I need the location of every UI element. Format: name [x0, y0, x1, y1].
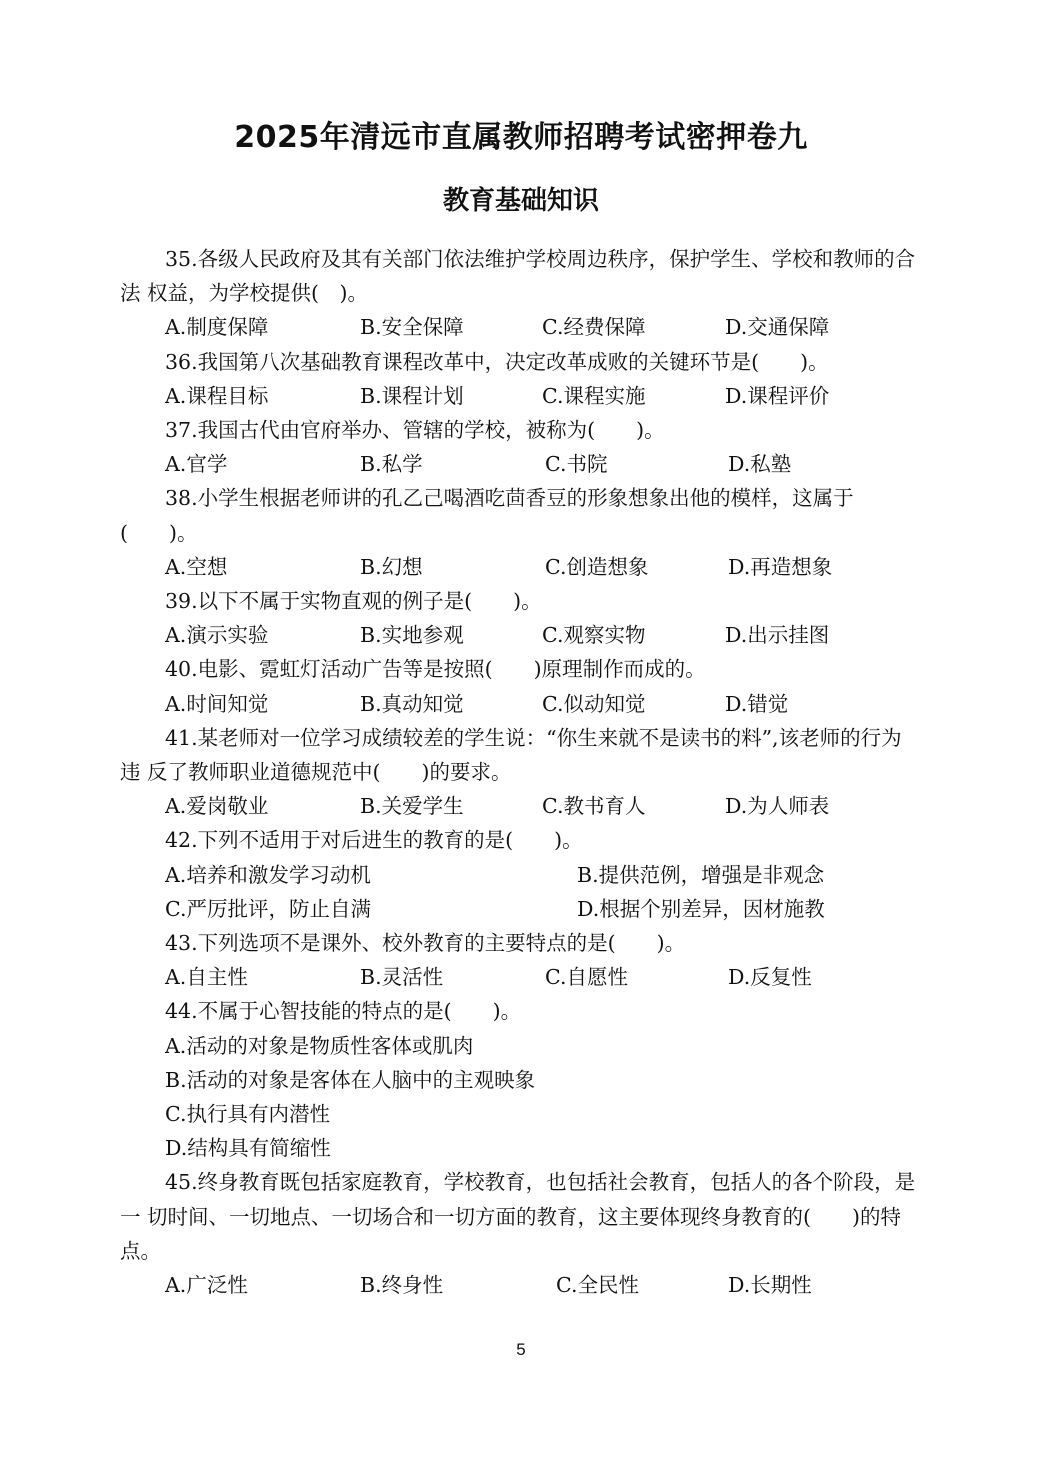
option-a: A.课程目标 [165, 383, 269, 408]
option-c: C.执行具有内潜性 [165, 1101, 330, 1126]
option-d: D.交通保障 [725, 315, 830, 340]
option-c: C.观察实物 [542, 623, 646, 648]
option-b: B.提供范例，增强是非观念 [577, 862, 825, 887]
option-b: B.课程计划 [360, 383, 464, 408]
option-b: B.私学 [360, 452, 423, 477]
option-b: B.活动的对象是客体在人脑中的主观映象 [165, 1067, 536, 1092]
option-c: C.自愿性 [545, 965, 628, 990]
option-c: C.课程实施 [542, 383, 646, 408]
option-b: B.实地参观 [360, 623, 464, 648]
question-39-stem: 39.以下不属于实物直观的例子是( )。 [165, 588, 542, 613]
option-d: D.根据个别差异，因材施教 [577, 896, 825, 921]
option-d: D.私塾 [728, 452, 792, 477]
option-d: D.错觉 [725, 691, 789, 716]
option-c: C.教书育人 [542, 794, 646, 819]
option-d: D.长期性 [728, 1272, 812, 1297]
option-a: A.演示实验 [165, 623, 269, 648]
question-41-options [120, 789, 920, 823]
question-42-stem: 42.下列不适用于对后进生的教育的是( )。 [165, 828, 583, 853]
option-b: B.灵活性 [360, 965, 444, 990]
question-40-stem: 40.电影、霓虹灯活动广告等是按照( )原理制作而成的。 [165, 657, 706, 682]
option-a: A.培养和激发学习动机 [165, 862, 371, 887]
option-d: D.出示挂图 [725, 623, 830, 648]
page-title: 2025年清远市直属教师招聘考试密押卷九 [234, 120, 808, 155]
question-45-options [120, 1268, 920, 1302]
option-b: B.关爱学生 [360, 794, 464, 819]
option-a: A.空想 [165, 554, 228, 579]
option-b: B.真动知觉 [360, 691, 464, 716]
question-43-options [120, 960, 920, 994]
option-a: A.时间知觉 [165, 691, 269, 716]
question-42-options-row2 [120, 892, 920, 926]
option-a: A.活动的对象是物质性客体或肌肉 [165, 1033, 474, 1058]
option-c: C.经费保障 [542, 315, 646, 340]
option-a: A.爱岗敬业 [165, 794, 269, 819]
question-45-stem: 45.终身教育既包括家庭教育，学校教育，也包括社会教育，包括人的各个阶段，是一 切时间、一切地点、一切场合和一切方面的教育，这主要体现终身教育的( )的特点。 [120, 1170, 916, 1263]
question-39-options [120, 618, 920, 652]
question-36-options [120, 379, 920, 413]
option-d: D.课程评价 [725, 383, 830, 408]
option-a: A.官学 [165, 452, 228, 477]
question-41-stem: 41.某老师对一位学习成绩较差的学生说：“你生来就不是读书的料”,该老师的行为违 反了教师职业道德规范中( )的要求。 [120, 725, 902, 784]
question-36-stem: 36.我国第八次基础教育课程改革中，决定改革成败的关键环节是( )。 [165, 349, 829, 374]
question-35-stem: 35.各级人民政府及其有关部门依法维护学校周边秩序，保护学生、学校和教师的合法 权益，为学校提供( )。 [120, 247, 916, 306]
question-list [120, 242, 920, 1302]
option-c: C.书院 [545, 452, 608, 477]
section-title: 教育基础知识 [442, 186, 599, 216]
option-d: D.为人师表 [725, 794, 830, 819]
option-b: B.终身性 [360, 1272, 444, 1297]
question-38-options [120, 550, 920, 584]
question-37-options [120, 447, 920, 481]
option-c: C.创造想象 [545, 554, 649, 579]
option-c: C.似动知觉 [542, 691, 646, 716]
question-40-options [120, 687, 920, 721]
option-a: A.制度保障 [165, 315, 269, 340]
option-c: C.严厉批评，防止自满 [165, 896, 371, 921]
question-43-stem: 43.下列选项不是课外、校外教育的主要特点的是( )。 [165, 930, 686, 955]
option-b: B.幻想 [360, 554, 423, 579]
question-38-stem: 38.小学生根据老师讲的孔乙己喝酒吃茴香豆的形象想象出他的模样，这属于( )。 [120, 486, 854, 545]
option-a: A.广泛性 [165, 1272, 248, 1297]
question-42-options-row1 [120, 858, 920, 892]
option-d: D.结构具有简缩性 [165, 1136, 331, 1161]
option-b: B.安全保障 [360, 315, 464, 340]
option-d: D.再造想象 [728, 554, 833, 579]
option-d: D.反复性 [728, 965, 812, 990]
question-35-options [120, 310, 920, 344]
option-a: A.自主性 [165, 965, 248, 990]
page-number: 5 [516, 1340, 526, 1359]
question-37-stem: 37.我国古代由官府举办、管辖的学校，被称为( )。 [165, 417, 665, 442]
question-44-stem: 44.不属于心智技能的特点的是( )。 [165, 999, 522, 1024]
option-c: C.全民性 [556, 1272, 639, 1297]
